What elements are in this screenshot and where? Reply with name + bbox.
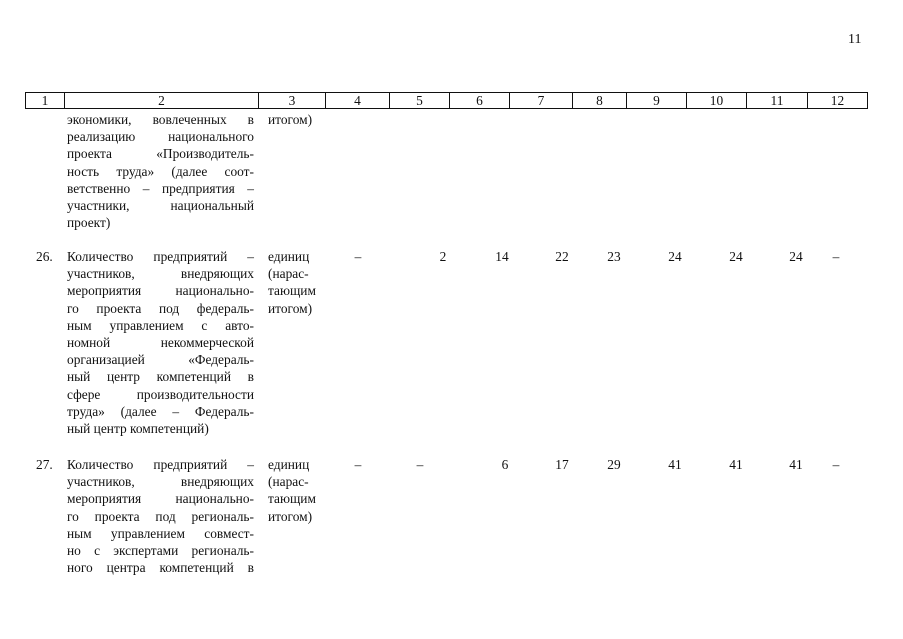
row-number-27: 27. — [36, 457, 53, 472]
row26-value-col10: 24 — [729, 249, 743, 264]
desc-line: ность труда» (далее соот- — [67, 163, 254, 179]
desc-line: ный центр компетенций в — [67, 369, 254, 385]
col-header-3: 3 — [259, 93, 326, 109]
desc-line: ного центра компетенций в — [67, 560, 254, 576]
desc-line: мероприятия национально- — [67, 283, 254, 299]
col-header-8: 8 — [573, 93, 627, 109]
desc-line: участники, национальный — [67, 198, 254, 214]
desc-line: Количество предприятий – — [67, 249, 254, 264]
row27-value-col11: 41 — [789, 457, 803, 472]
row-number-26: 26. — [36, 249, 53, 264]
row27-value-col5: – — [416, 457, 424, 472]
col-header-9: 9 — [627, 93, 687, 109]
desc-line: организацией «Федераль- — [67, 352, 254, 368]
row27-value-col7: 17 — [555, 457, 569, 472]
desc-line: сфере производительности — [67, 386, 254, 402]
unit-line: единиц — [268, 249, 310, 264]
row26-value-col6: 14 — [495, 249, 509, 264]
col-header-11: 11 — [747, 93, 808, 109]
desc-line: реализацию национального — [67, 129, 254, 145]
desc-line: но с экспертами региональ- — [67, 543, 254, 559]
desc-line: номной некоммерческой — [67, 335, 254, 351]
desc-line: проекта «Производитель- — [67, 146, 254, 162]
desc-line: Количество предприятий – — [67, 457, 254, 472]
row26-unit — [268, 248, 316, 317]
desc-line: ветственно – предприятия – — [67, 180, 254, 196]
unit-line: единиц — [268, 457, 310, 472]
desc-line: участников, внедряющих — [67, 266, 254, 282]
desc-line: мероприятия национально- — [67, 491, 254, 507]
desc-line: проект) — [67, 215, 111, 231]
row27-value-col6: 6 — [501, 457, 509, 472]
desc-line: ный центр компетенций) — [67, 421, 209, 437]
col-header-1: 1 — [26, 93, 65, 109]
unit-line: тающим — [268, 283, 316, 299]
row27-value-col10: 41 — [729, 457, 743, 472]
row26-value-col5: 2 — [439, 249, 447, 264]
desc-line: ным управлением с авто- — [67, 317, 254, 333]
row26-value-col7: 22 — [555, 249, 569, 264]
cont-unit — [268, 111, 312, 128]
row26-value-col4: – — [354, 249, 362, 264]
col-header-4: 4 — [326, 93, 390, 109]
row27-value-col9: 41 — [668, 457, 682, 472]
col-header-7: 7 — [510, 93, 573, 109]
unit-line: итогом) — [268, 300, 313, 316]
row26-value-col11: 24 — [789, 249, 803, 264]
col-header-10: 10 — [687, 93, 747, 109]
unit-line: тающим — [268, 491, 316, 507]
row26-value-col9: 24 — [668, 249, 682, 264]
row26-value-col12: – — [832, 249, 840, 264]
row27-value-col12: – — [832, 457, 840, 472]
unit-line: (нарас- — [268, 266, 309, 282]
desc-line: участников, внедряющих — [67, 474, 254, 490]
row27-unit — [268, 456, 316, 525]
col-header-12: 12 — [808, 93, 868, 109]
col-header-6: 6 — [450, 93, 510, 109]
cont-description — [67, 111, 254, 231]
row27-description — [67, 456, 254, 576]
desc-line: го проекта под федераль- — [67, 300, 254, 316]
desc-line: го проекта под региональ- — [67, 508, 254, 524]
col-header-2: 2 — [65, 93, 259, 109]
row26-description — [67, 248, 254, 437]
row27-value-col4: – — [354, 457, 362, 472]
unit-line: (нарас- — [268, 474, 309, 490]
desc-line: труда» (далее – Федераль- — [67, 403, 254, 419]
col-header-5: 5 — [390, 93, 450, 109]
row26-value-col8: 23 — [607, 249, 621, 264]
page-number: 11 — [848, 32, 862, 47]
unit-line: итогом) — [268, 112, 313, 127]
header-row — [26, 93, 868, 109]
unit-line: итогом) — [268, 508, 313, 524]
column-header-table — [25, 92, 868, 109]
desc-line: экономики, вовлеченных в — [67, 112, 254, 127]
row27-value-col8: 29 — [607, 457, 621, 472]
desc-line: ным управлением совмест- — [67, 525, 254, 541]
